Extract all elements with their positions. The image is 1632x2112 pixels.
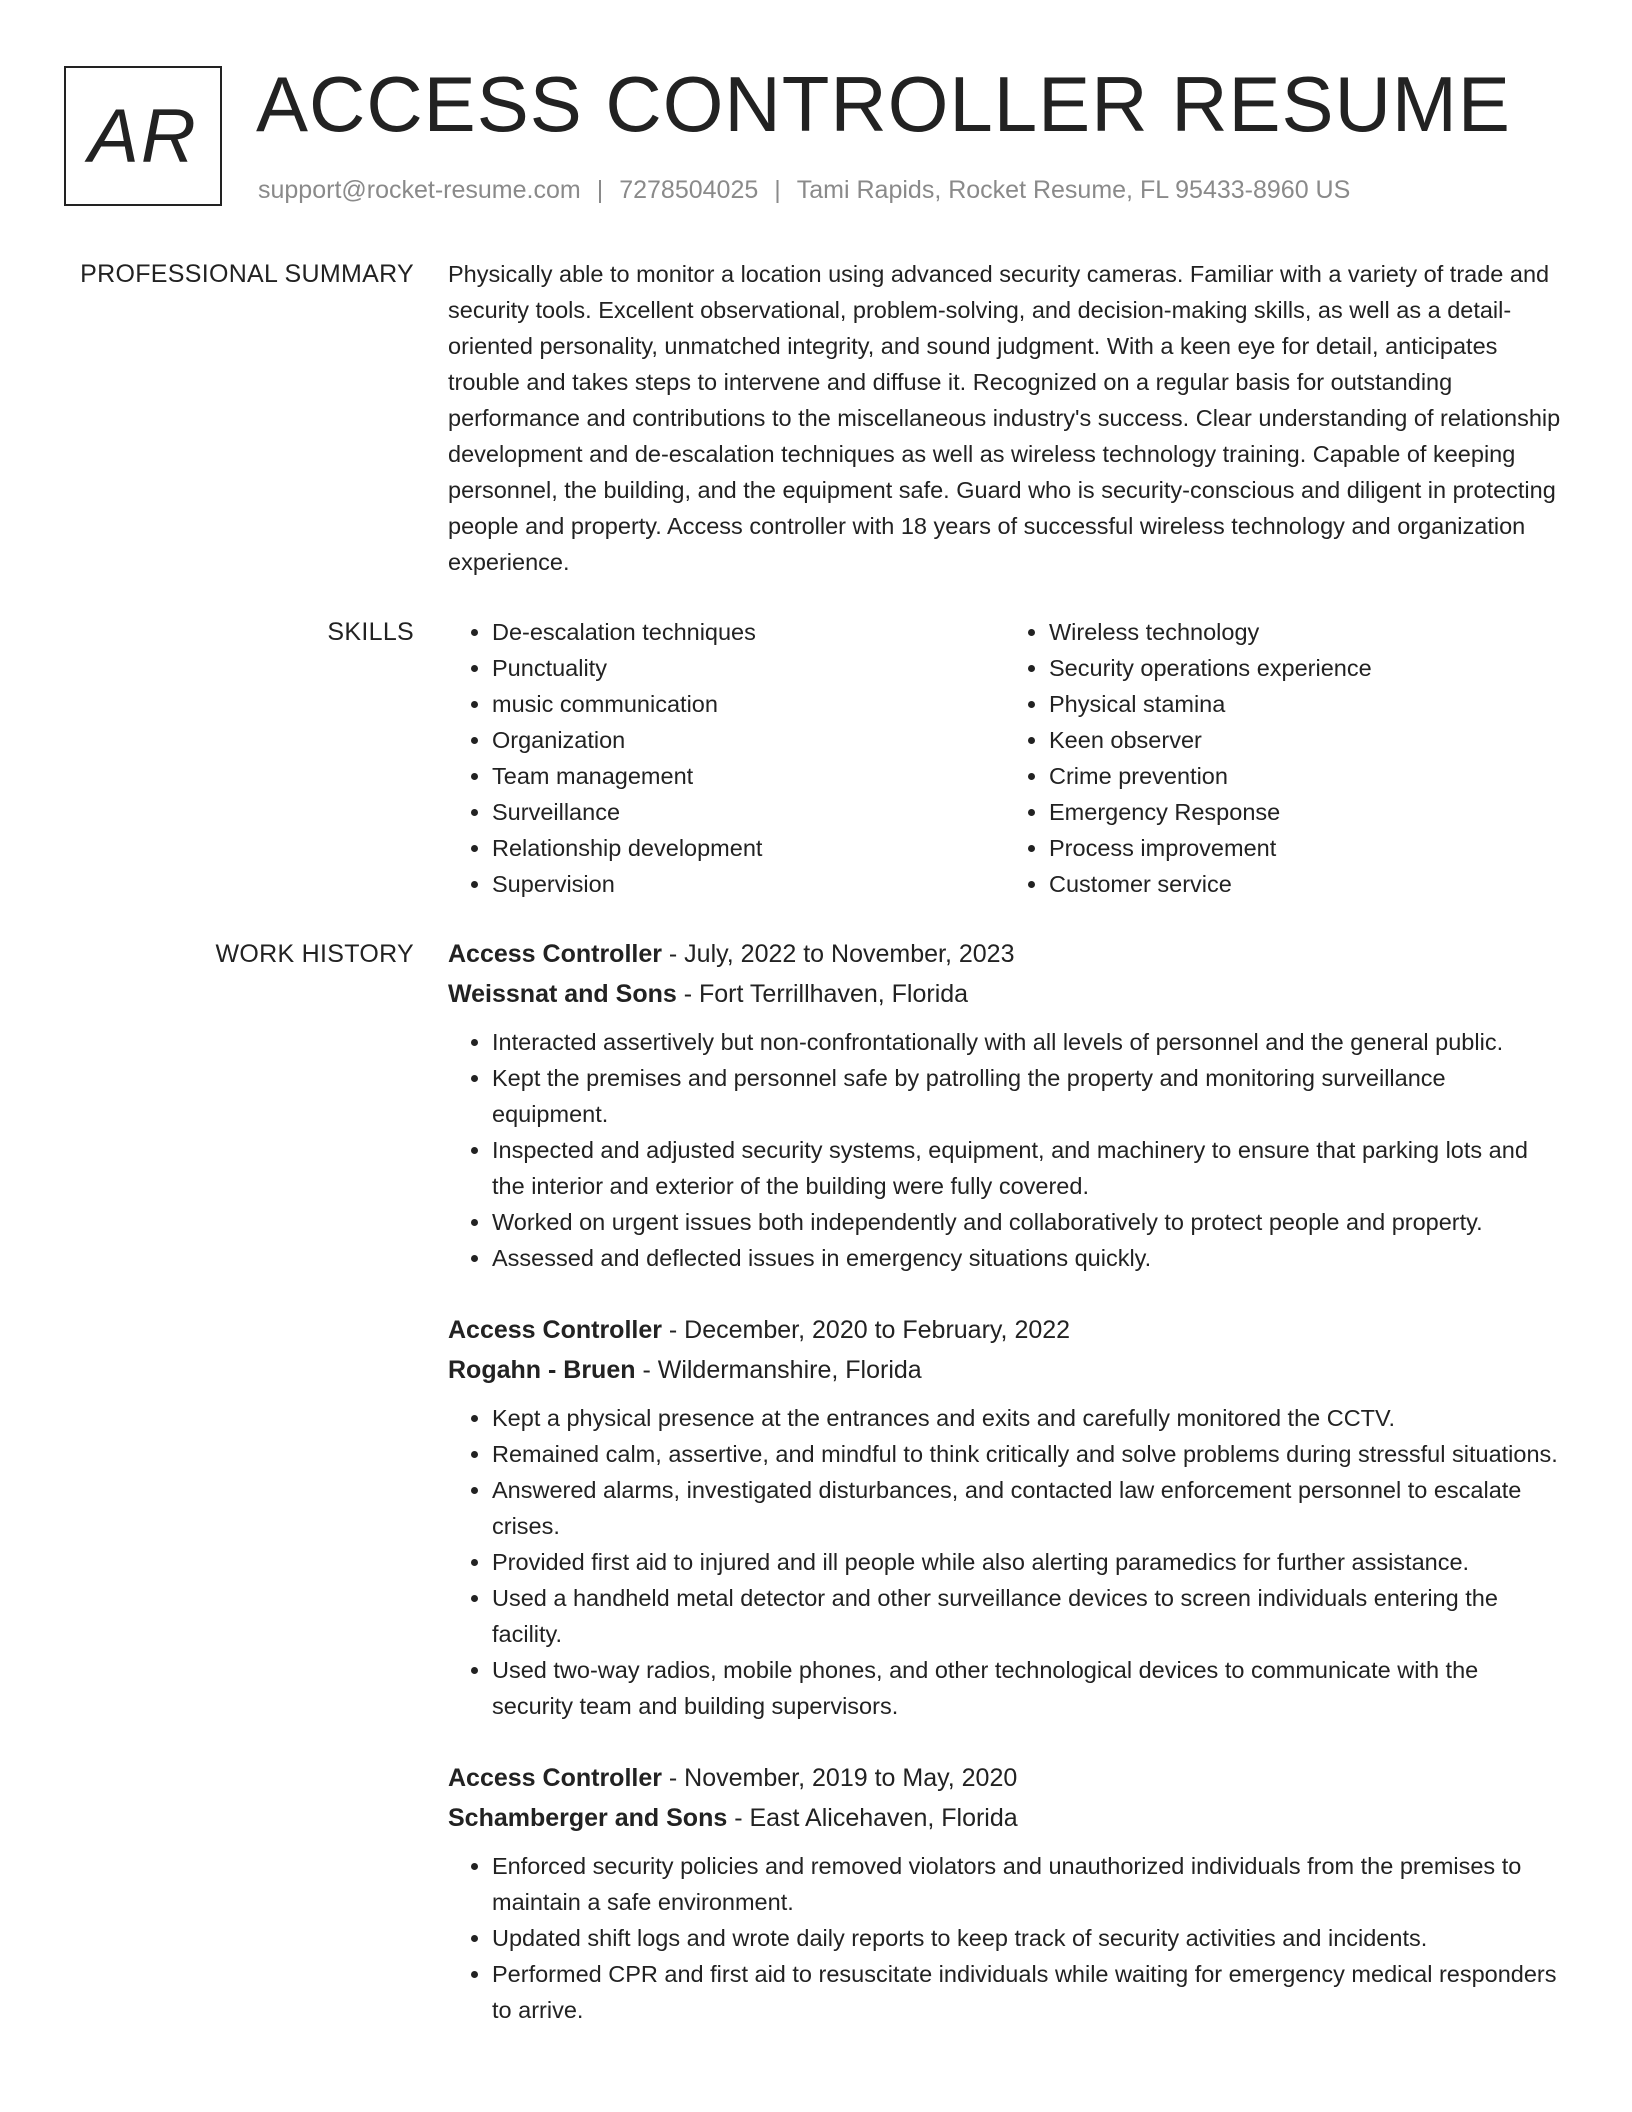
skill-item: • Relationship development: [492, 830, 1005, 866]
skills-list-left: [448, 614, 1005, 902]
job-location: - Wildermanshire, Florida: [635, 1356, 922, 1384]
job-company-line: [448, 1798, 1562, 1838]
job-bullet: • Kept a physical presence at the entrances and exits and carefully monitored the CCTV.: [492, 1400, 1562, 1436]
contact-separator: |: [596, 176, 604, 204]
job-company-line: [448, 1350, 1562, 1390]
job-bullet: • Worked on urgent issues both independently and collaboratively to protect people and property.: [492, 1204, 1562, 1240]
skill-item: • Customer service: [1049, 866, 1562, 902]
job-title: Access Controller: [448, 1316, 662, 1344]
job-title-line: [448, 1758, 1562, 1798]
job-bullet: • Remained calm, assertive, and mindful to think critically and solve problems during stressful situations.: [492, 1436, 1562, 1472]
skill-item: • Keen observer: [1049, 722, 1562, 758]
skill-item: • De-escalation techniques: [492, 614, 1005, 650]
job-bullet: • Updated shift logs and wrote daily reports to keep track of security activities and incidents.: [492, 1920, 1562, 1956]
skill-item: • Wireless technology: [1049, 614, 1562, 650]
job-bullet-list: [448, 1024, 1562, 1276]
skill-item: • music communication: [492, 686, 1005, 722]
job-bullet: • Provided first aid to injured and ill people while also alerting paramedics for further assistance.: [492, 1544, 1562, 1580]
skill-item: • Team management: [492, 758, 1005, 794]
job-title: Access Controller: [448, 940, 662, 968]
job-entry: [448, 1758, 1562, 2028]
skill-item: • Supervision: [492, 866, 1005, 902]
job-entry: [448, 1310, 1562, 1724]
skill-item: • Punctuality: [492, 650, 1005, 686]
skill-item: • Physical stamina: [1049, 686, 1562, 722]
job-title: Access Controller: [448, 1764, 662, 1792]
contact-line: [258, 172, 1350, 208]
job-location: - East Alicehaven, Florida: [727, 1804, 1018, 1832]
summary-heading: PROFESSIONAL SUMMARY: [80, 260, 414, 288]
job-company: Weissnat and Sons: [448, 980, 677, 1008]
skills-heading: SKILLS: [327, 618, 414, 646]
job-company: Schamberger and Sons: [448, 1804, 728, 1832]
skill-item: • Organization: [492, 722, 1005, 758]
job-title-line: [448, 934, 1562, 974]
contact-separator: |: [774, 176, 781, 204]
job-entry: [448, 934, 1562, 1276]
work-history-heading: WORK HISTORY: [215, 940, 414, 968]
job-company-line: [448, 974, 1562, 1014]
job-company: Rogahn - Bruen: [448, 1356, 636, 1384]
job-bullet: • Inspected and adjusted security systems, equipment, and machinery to ensure that parking lots and the interior and exterior of the building were fully covered.: [492, 1132, 1562, 1204]
job-dates: - December, 2020 to February, 2022: [661, 1316, 1071, 1344]
summary-section: [448, 256, 1562, 580]
job-bullet: • Used a handheld metal detector and other surveillance devices to screen individuals entering the facility.: [492, 1580, 1562, 1652]
monogram-badge: AR: [64, 66, 222, 206]
skills-list-right: [1005, 614, 1562, 902]
skill-item: • Security operations experience: [1049, 650, 1562, 686]
job-bullet-list: [448, 1848, 1562, 2028]
work-history-section: [448, 934, 1562, 2028]
page-title: ACCESS CONTROLLER RESUME: [256, 60, 1511, 148]
contact-address: Tami Rapids, Rocket Resume, FL 95433-8960 US: [796, 176, 1351, 204]
job-bullet: • Used two-way radios, mobile phones, and other technological devices to communicate with the security team and building supervisors.: [492, 1652, 1562, 1724]
job-bullet: • Enforced security policies and removed violators and unauthorized individuals from the premises to maintain a safe environment.: [492, 1848, 1562, 1920]
job-bullet: • Interacted assertively but non-confrontationally with all levels of personnel and the general public.: [492, 1024, 1562, 1060]
summary-text: Physically able to monitor a location using advanced security cameras. Familiar with a variety of trade and security tools. Excellent observational, problem-solving, and decision-making skills, as well as a detail-oriented personality, unmatched integrity, and sound judgment. With a keen eye for detail, anticipates trouble and takes steps to intervene and diffuse it. Recognized on a regular basis for outstanding performance and contributions to the miscellaneous industry's success. Clear understanding of relationship development and de-escalation techniques as well as wireless technology training. Capable of keeping personnel, the building, and the equipment safe. Guard who is security-conscious and diligent in protecting people and property. Access controller with 18 years of successful wireless technology and organization experience.: [448, 261, 1561, 575]
job-dates: - July, 2022 to November, 2023: [661, 940, 1015, 968]
job-bullet-list: [448, 1400, 1562, 1724]
job-bullet: • Performed CPR and first aid to resuscitate individuals while waiting for emergency medical responders to arrive.: [492, 1956, 1562, 2028]
job-bullet: • Kept the premises and personnel safe by patrolling the property and monitoring surveillance equipment.: [492, 1060, 1562, 1132]
skill-item: • Emergency Response: [1049, 794, 1562, 830]
job-title-line: [448, 1310, 1562, 1350]
job-location: - Fort Terrillhaven, Florida: [676, 980, 969, 1008]
skill-item: • Crime prevention: [1049, 758, 1562, 794]
skill-item: • Process improvement: [1049, 830, 1562, 866]
job-bullet: • Assessed and deflected issues in emergency situations quickly.: [492, 1240, 1562, 1276]
contact-phone[interactable]: 7278504025: [619, 176, 759, 204]
contact-email[interactable]: support@rocket-resume.com: [258, 176, 581, 204]
job-bullet: • Answered alarms, investigated disturbances, and contacted law enforcement personnel to escalate crises.: [492, 1472, 1562, 1544]
skills-section: [448, 614, 1562, 902]
skill-item: • Surveillance: [492, 794, 1005, 830]
job-dates: - November, 2019 to May, 2020: [661, 1764, 1018, 1792]
